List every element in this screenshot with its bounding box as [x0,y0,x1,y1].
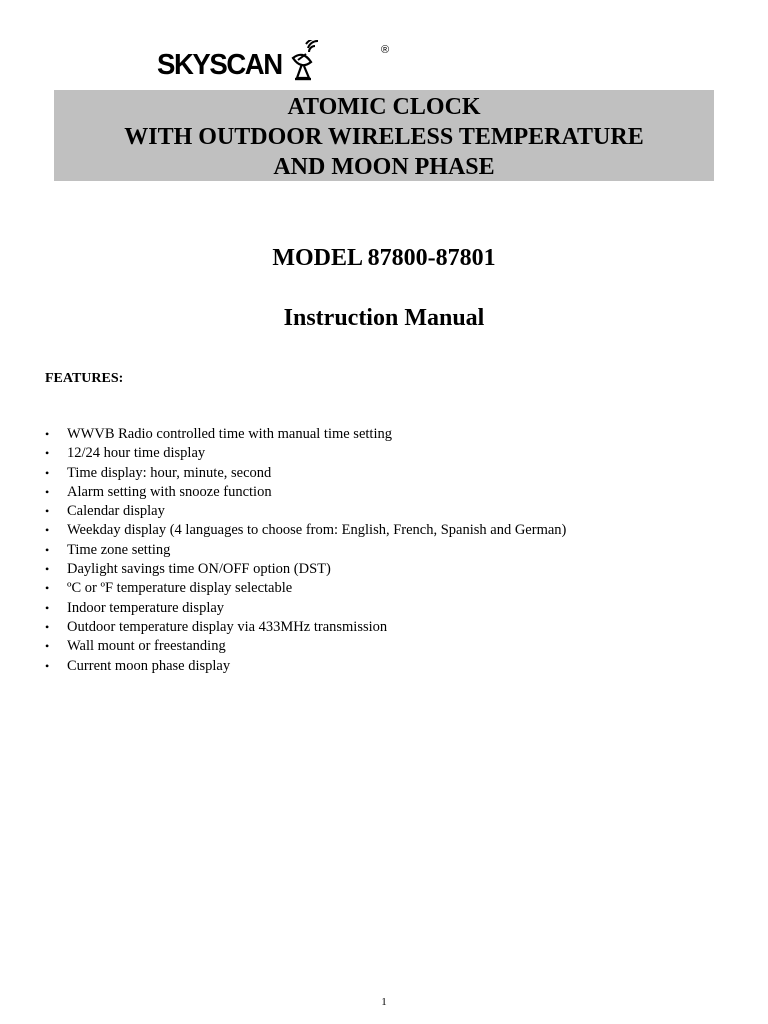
list-item [45,483,566,502]
bullet-icon: • [45,639,50,654]
feature-text: Calendar display [67,503,165,520]
bullet-icon: • [45,619,50,634]
satellite-dish-icon [289,40,325,82]
brand-logo [157,36,397,86]
list-item [45,657,566,676]
model-number: MODEL 87800-87801 [272,245,496,271]
feature-text: WWVB Radio controlled time with manual time setting [67,426,392,442]
list-item [45,444,566,463]
feature-text: 12/24 hour time display [67,445,206,462]
features-heading: FEATURES: [45,371,124,386]
brand-wordmark: SKYSCAN [157,49,282,81]
manual-subtitle: Instruction Manual [283,305,485,331]
features-list [45,425,566,676]
list-item [45,599,566,618]
title-line-1: ATOMIC CLOCK [287,94,481,120]
bullet-icon: • [45,504,50,519]
list-item [45,521,566,540]
title-line-2: WITH OUTDOOR WIRELESS TEMPERATURE [124,124,644,150]
feature-text: Daylight savings time ON/OFF option (DST) [67,561,331,578]
feature-text: Wall mount or freestanding [67,638,226,655]
registered-mark: ® [381,44,390,56]
feature-text: Weekday display (4 languages to choose from: English, French, Spanish and German) [67,522,567,539]
bullet-icon: • [45,427,50,441]
feature-text: Current moon phase display [67,657,231,674]
feature-text: ºC or ºF temperature display selectable [67,580,293,597]
list-item [45,560,566,579]
list-item [45,618,566,637]
list-item [45,425,566,444]
bullet-icon: • [45,446,50,461]
feature-text: Indoor temperature display [67,599,225,616]
feature-text: Alarm setting with snooze function [67,483,272,500]
list-item [45,502,566,521]
bullet-icon: • [45,658,50,673]
bullet-icon: • [45,562,50,577]
list-item [45,579,566,598]
document-title-banner [54,90,714,181]
feature-text: Time zone setting [67,541,171,558]
bullet-icon: • [45,581,50,596]
bullet-icon: • [45,484,50,499]
feature-text: Time display: hour, minute, second [67,464,272,481]
list-item [45,637,566,656]
feature-text: Outdoor temperature display via 433MHz transmission [67,618,388,635]
list-item [45,541,566,560]
page-number: 1 [381,996,387,1008]
title-line-3: AND MOON PHASE [273,154,495,180]
bullet-icon: • [45,523,50,538]
bullet-icon: • [45,542,50,557]
bullet-icon: • [45,465,50,480]
list-item [45,464,566,483]
bullet-icon: • [45,600,50,615]
